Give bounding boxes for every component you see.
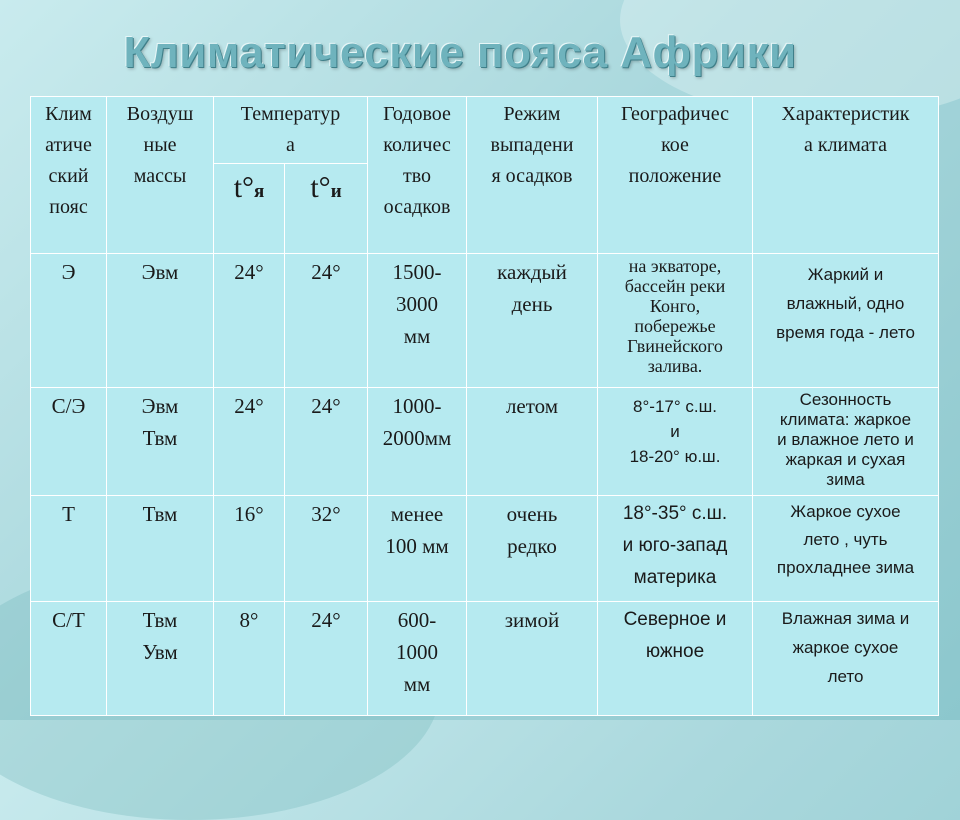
cell-geo: 8°-17° с.ш. и 18-20° ю.ш.: [598, 388, 753, 496]
cell-regime: очень редко: [467, 496, 598, 602]
climate-table: [30, 96, 939, 716]
cell-air-masses: Твм: [107, 496, 214, 602]
cell-character: Влажная зима и жаркое сухое лето: [753, 602, 939, 716]
cell-precip: 1000- 2000мм: [368, 388, 467, 496]
cell-regime: каждый день: [467, 254, 598, 388]
header-precip-regime: Режим выпадени я осадков: [467, 97, 598, 254]
cell-precip: 600- 1000 мм: [368, 602, 467, 716]
page-title: Климатические пояса Африки: [123, 28, 797, 77]
header-geo-position: Географичес кое положение: [598, 97, 753, 254]
cell-regime: летом: [467, 388, 598, 496]
cell-geo: на экваторе, бассейн реки Конго, побережье Гвинейского залива.: [598, 254, 753, 388]
cell-character: Жаркое сухое лето , чуть прохладнее зима: [753, 496, 939, 602]
header-precip-amount: Годовое количес тво осадков: [368, 97, 467, 254]
cell-temp-jul: 24°: [285, 254, 368, 388]
cell-geo: 18°-35° с.ш. и юго-запад материка: [598, 496, 753, 602]
cell-zone: С/Э: [31, 388, 107, 496]
cell-air-masses: Эвм: [107, 254, 214, 388]
cell-temp-jan: 16°: [214, 496, 285, 602]
cell-temp-jan: 8°: [214, 602, 285, 716]
cell-temp-jul: 24°: [285, 388, 368, 496]
cell-air-masses: Твм Увм: [107, 602, 214, 716]
cell-air-masses: Эвм Твм: [107, 388, 214, 496]
cell-zone: Э: [31, 254, 107, 388]
cell-precip: 1500- 3000 мм: [368, 254, 467, 388]
cell-zone: С/Т: [31, 602, 107, 716]
cell-regime: зимой: [467, 602, 598, 716]
cell-geo: Северное и южное: [598, 602, 753, 716]
cell-character: Сезонность климата: жаркое и влажное лето и жаркая и сухая зима: [753, 388, 939, 496]
table-row: [31, 254, 939, 388]
table-row: [31, 496, 939, 602]
cell-temp-jan: 24°: [214, 254, 285, 388]
table-row: [31, 388, 939, 496]
header-air-masses: Воздуш ные массы: [107, 97, 214, 254]
header-temperature: Температур а: [214, 97, 368, 164]
header-temp-july: t°и: [285, 164, 368, 254]
cell-temp-jul: 24°: [285, 602, 368, 716]
cell-character: Жаркий и влажный, одно время года - лето: [753, 254, 939, 388]
cell-temp-jan: 24°: [214, 388, 285, 496]
table-row: [31, 602, 939, 716]
cell-precip: менее 100 мм: [368, 496, 467, 602]
header-zone: Клим атиче ский пояс: [31, 97, 107, 254]
header-climate-character: Характеристик а климата: [753, 97, 939, 254]
cell-temp-jul: 32°: [285, 496, 368, 602]
cell-zone: Т: [31, 496, 107, 602]
header-temp-january: t°я: [214, 164, 285, 254]
header-row: [31, 97, 939, 164]
